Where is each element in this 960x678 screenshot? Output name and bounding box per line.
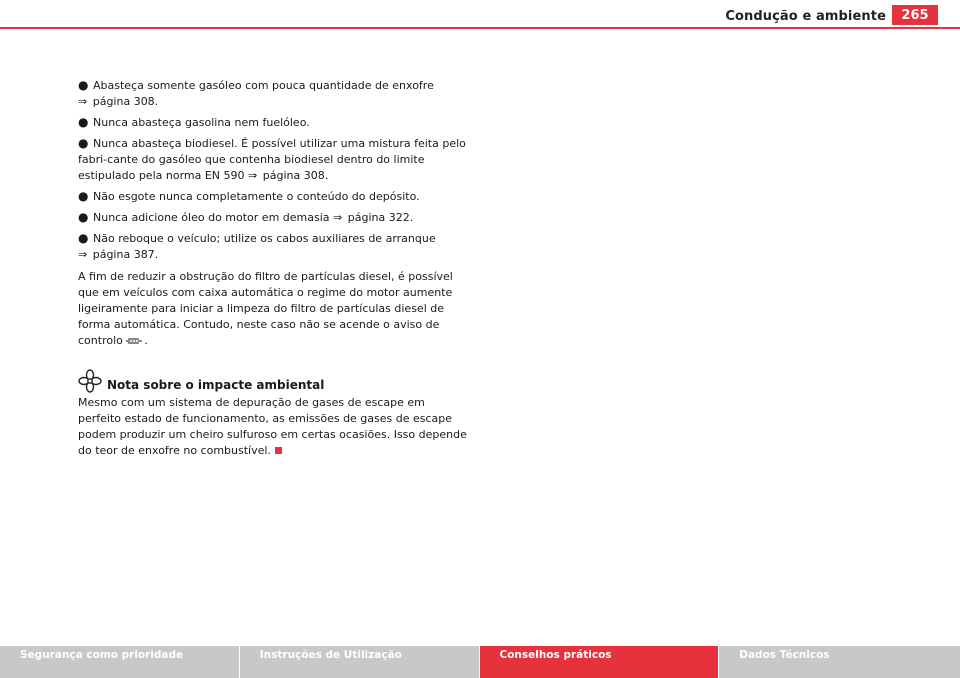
arrow-right-icon: ⇒ — [78, 248, 88, 261]
page-reference-link[interactable]: página 322. — [347, 211, 414, 224]
tab-conselhos[interactable]: Conselhos práticos — [480, 646, 719, 678]
page-number-badge: 265 — [892, 5, 938, 25]
bullet-icon: ● — [78, 115, 89, 129]
page-reference-link[interactable]: página 387. — [92, 248, 159, 261]
end-of-section-icon — [275, 447, 282, 454]
bullet-icon: ● — [78, 78, 89, 92]
chapter-title: Condução e ambiente — [725, 9, 886, 24]
section-heading — [78, 369, 468, 393]
bullet-icon: ● — [78, 189, 89, 203]
footer-navigation — [0, 646, 960, 678]
tab-seguranca[interactable]: Segurança como prioridade — [0, 646, 239, 678]
bullet-icon: ● — [78, 231, 89, 245]
bullet-icon: ● — [78, 136, 89, 150]
tab-instrucoes[interactable]: Instruções de Utilização — [240, 646, 479, 678]
header-divider — [0, 27, 960, 29]
tab-dados-tecnicos[interactable]: Dados Técnicos — [719, 646, 960, 678]
list-item: ● Não esgote nunca completamente o conteúdo do depósito. — [78, 189, 420, 203]
list-item: ● Nunca abasteça biodiesel. É possível utilizar uma mistura feita pelo fabri-cante do gasóleo que contenha biodiesel dentro do limite estipulado pela norma EN 590 ⇒ página 308. — [78, 136, 466, 182]
environment-note-text: Mesmo com um sistema de depuração de gases de escape em perfeito estado de funcionamento, as emissões de gases de escape podem produzir um cheiro sulfuroso em certas ocasiões. Isso depende do teor de enxofre no combustível. — [78, 396, 467, 457]
main-content — [78, 77, 468, 459]
list-item: ● Não reboque o veículo; utilize os cabos auxiliares de arranque ⇒ página 387. — [78, 231, 436, 261]
environment-note-title: Nota sobre o impacte ambiental — [107, 378, 325, 392]
bullet-icon: ● — [78, 210, 89, 224]
list-item: ● Abasteça somente gasóleo com pouca quantidade de enxofre ⇒ página 308. — [78, 78, 434, 108]
page-reference-link[interactable]: página 308. — [262, 169, 329, 182]
environment-flower-icon — [78, 369, 102, 393]
diesel-particulate-filter-warning-icon — [126, 335, 144, 351]
arrow-right-icon: ⇒ — [248, 169, 258, 182]
arrow-right-icon: ⇒ — [333, 211, 343, 224]
list-item: ● Nunca abasteça gasolina nem fuelóleo. — [78, 115, 310, 129]
body-paragraph: A fim de reduzir a obstrução do filtro de partículas diesel, é possível que em veículos com caixa automática o regime do motor aumente ligeiramente para iniciar a limpeza do filtro de partículas diesel de forma automática. Contudo, neste caso não se acende o aviso de controlo . — [78, 269, 468, 351]
list-item: ● Nunca adicione óleo do motor em demasia ⇒ página 322. — [78, 210, 414, 224]
page-reference-link[interactable]: página 308. — [92, 95, 159, 108]
arrow-right-icon: ⇒ — [78, 95, 88, 108]
